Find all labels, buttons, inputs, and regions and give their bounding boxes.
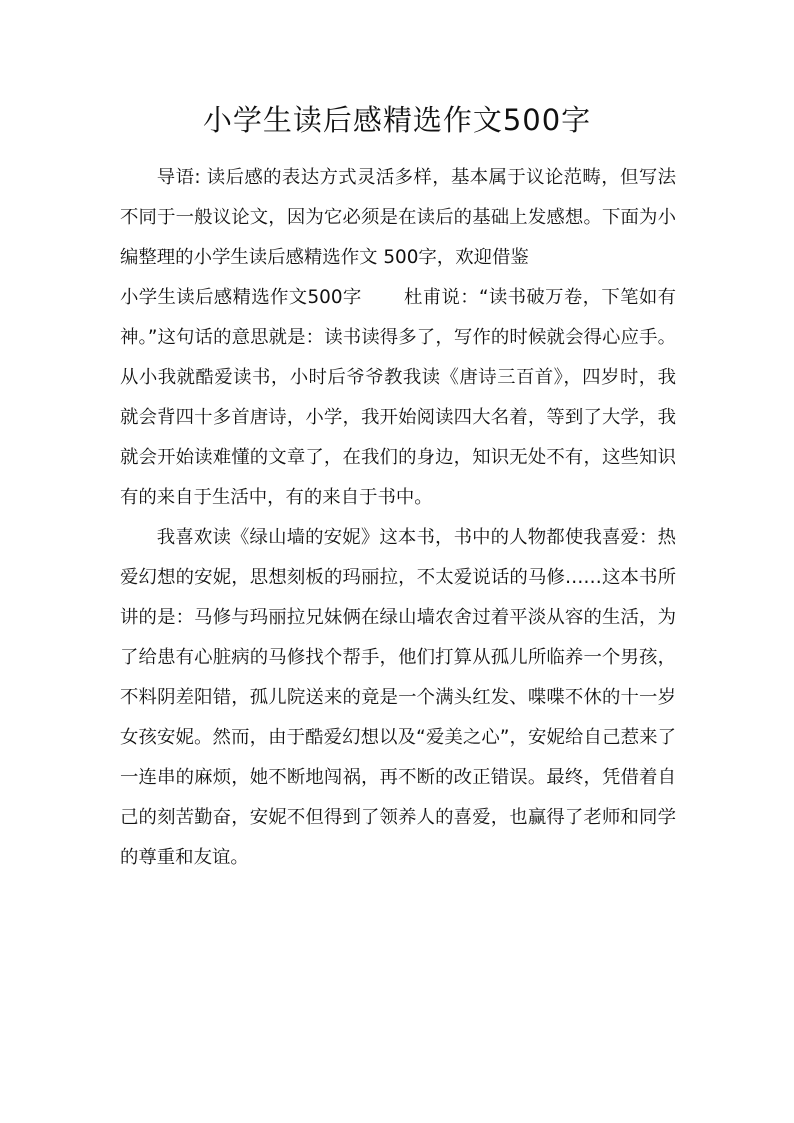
essay-paragraph-1-text: 杜甫说：“读书破万卷，下笔如有神。”这句话的意思就是：读书读得多了，写作的时候就会得心应手。从小我就酷爱读书，小时后爷爷教我读《唐诗三百首》，四岁时，我就会背四十多首唐诗，小学，我开始阅读四大名着，等到了大学，我就会开始读难懂的文章了，在我们的身边，知识无处不有，这些知识有的来自于生活中，有的来自于书中。 bbox=[120, 287, 676, 508]
document-title: 小学生读后感精选作文500字 bbox=[202, 103, 592, 137]
document-body bbox=[120, 158, 676, 878]
essay-paragraph-1 bbox=[120, 278, 676, 518]
intro-paragraph: 导语: 读后感的表达方式灵活多样，基本属于议论范畴，但写法不同于一般议论文，因为它必须是在读后的基础上发感想。下面为小编整理的小学生读后感精选作文 500字，欢迎借鉴 bbox=[120, 167, 676, 268]
essay-paragraph-2: 我喜欢读《绿山墙的安妮》这本书，书中的人物都使我喜爱：热爱幻想的安妮，思想刻板的玛丽拉，不太爱说话的马修……这本书所讲的是：马修与玛丽拉兄妹俩在绿山墙农舍过着平淡从容的生活，为了给患有心脏病的马修找个帮手，他们打算从孤儿所临养一个男孩，不料阴差阳错，孤儿院送来的竟是一个满头红发、喋喋不休的十一岁女孩安妮。然而，由于酷爱幻想以及“爱美之心”，安妮给自己惹来了一连串的麻烦，她不断地闯祸，再不断的改正错误。最终，凭借着自己的刻苦勤奋，安妮不但得到了领养人的喜爱，也赢得了老师和同学的尊重和友谊。 bbox=[120, 527, 676, 868]
essay-heading: 小学生读后感精选作文500字 bbox=[120, 287, 362, 308]
